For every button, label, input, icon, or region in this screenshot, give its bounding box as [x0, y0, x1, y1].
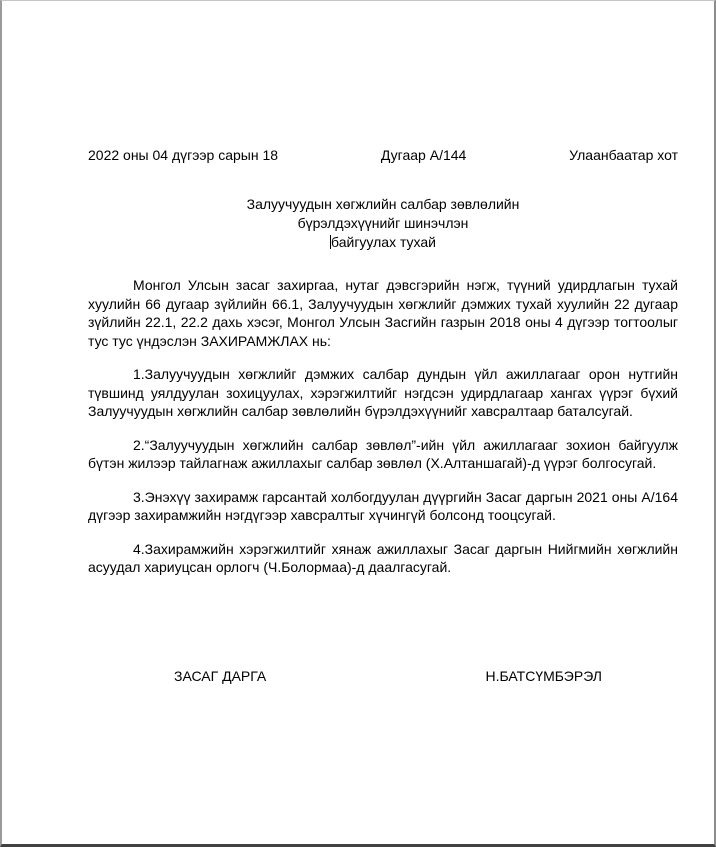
paragraph-item-3: 3.Энэхүү захирамж гарсантай холбогдуулан дүүргийн Засаг даргын 2021 оны А/164 дүгээр захирамжийн нэгдүгээр хавсралтыг хүчингүй болсонд тооцсугай.: [88, 488, 678, 523]
paragraph-item-4: 4.Захирамжийн хэрэгжилтийг хянаж ажиллахыг Засаг даргын Нийгмийн хөгжлийн асуудал хариуцсан орлогч (Ч.Болормаа)-д даалгасугай.: [88, 540, 678, 575]
paragraph-item-2: 2.“Залуучуудын хөгжлийн салбар зөвлөл”-ийн үйл ажиллагааг зохион байгуулж бүтэн жилээр тайлагнаж ажиллахыг салбар зөвлөл (Х.Алтаншагай)-д үүрэг болгосугай.: [88, 436, 678, 471]
document-city: Улаанбаатар хот: [569, 147, 678, 163]
signer-position: ЗАСАГ ДАРГА: [174, 667, 267, 684]
document-date: 2022 оны 04 дүгээр сарын 18: [88, 147, 279, 163]
document-body: [88, 276, 678, 577]
signer-name: Н.БАТСҮМБЭРЭЛ: [485, 667, 602, 684]
title-line-3: [88, 233, 678, 252]
title-line-3-text: байгуулах тухай: [331, 234, 436, 250]
title-line-2: бүрэлдэхүүнийг шинэчлэн: [297, 215, 469, 231]
document-number: Дугаар А/144: [380, 147, 467, 163]
document-header: [88, 146, 678, 164]
title-line-1: Залуучуудын хөгжлийн салбар зөвлөлийн: [246, 196, 520, 212]
paragraph-item-1: 1.Залуучуудын хөгжлийг дэмжих салбар дундын үйл ажиллагааг орон нутгийн түвшинд уялдуулан зохицуулах, хэрэгжилтийг нэгдсэн удирдлагаар хангах үүрэг бүхий Залуучуудын хөгжлийн салбар зөвлөлийн бүрэлдэхүүнийг хавсралтаар баталсугай.: [88, 366, 678, 419]
document-title: [88, 195, 678, 252]
paragraph-preamble: Монгол Улсын засаг захиргаа, нутаг дэвсгэрийн нэгж, түүний удирдлагын тухай хуулийн 66 дугаар зүйлийн 66.1, Залуучуудын хөгжлийг дэмжих тухай хуулийн 22 дугаар зүйлийн 22.1, 22.2 дахь хэсэг, Монгол Улсын Засгийн газрын 2018 оны 4 дүгээр тогтоолыг тус тус үндэслэн ЗАХИРАМЖЛАХ нь:: [88, 277, 678, 349]
signature-block: [174, 667, 602, 685]
